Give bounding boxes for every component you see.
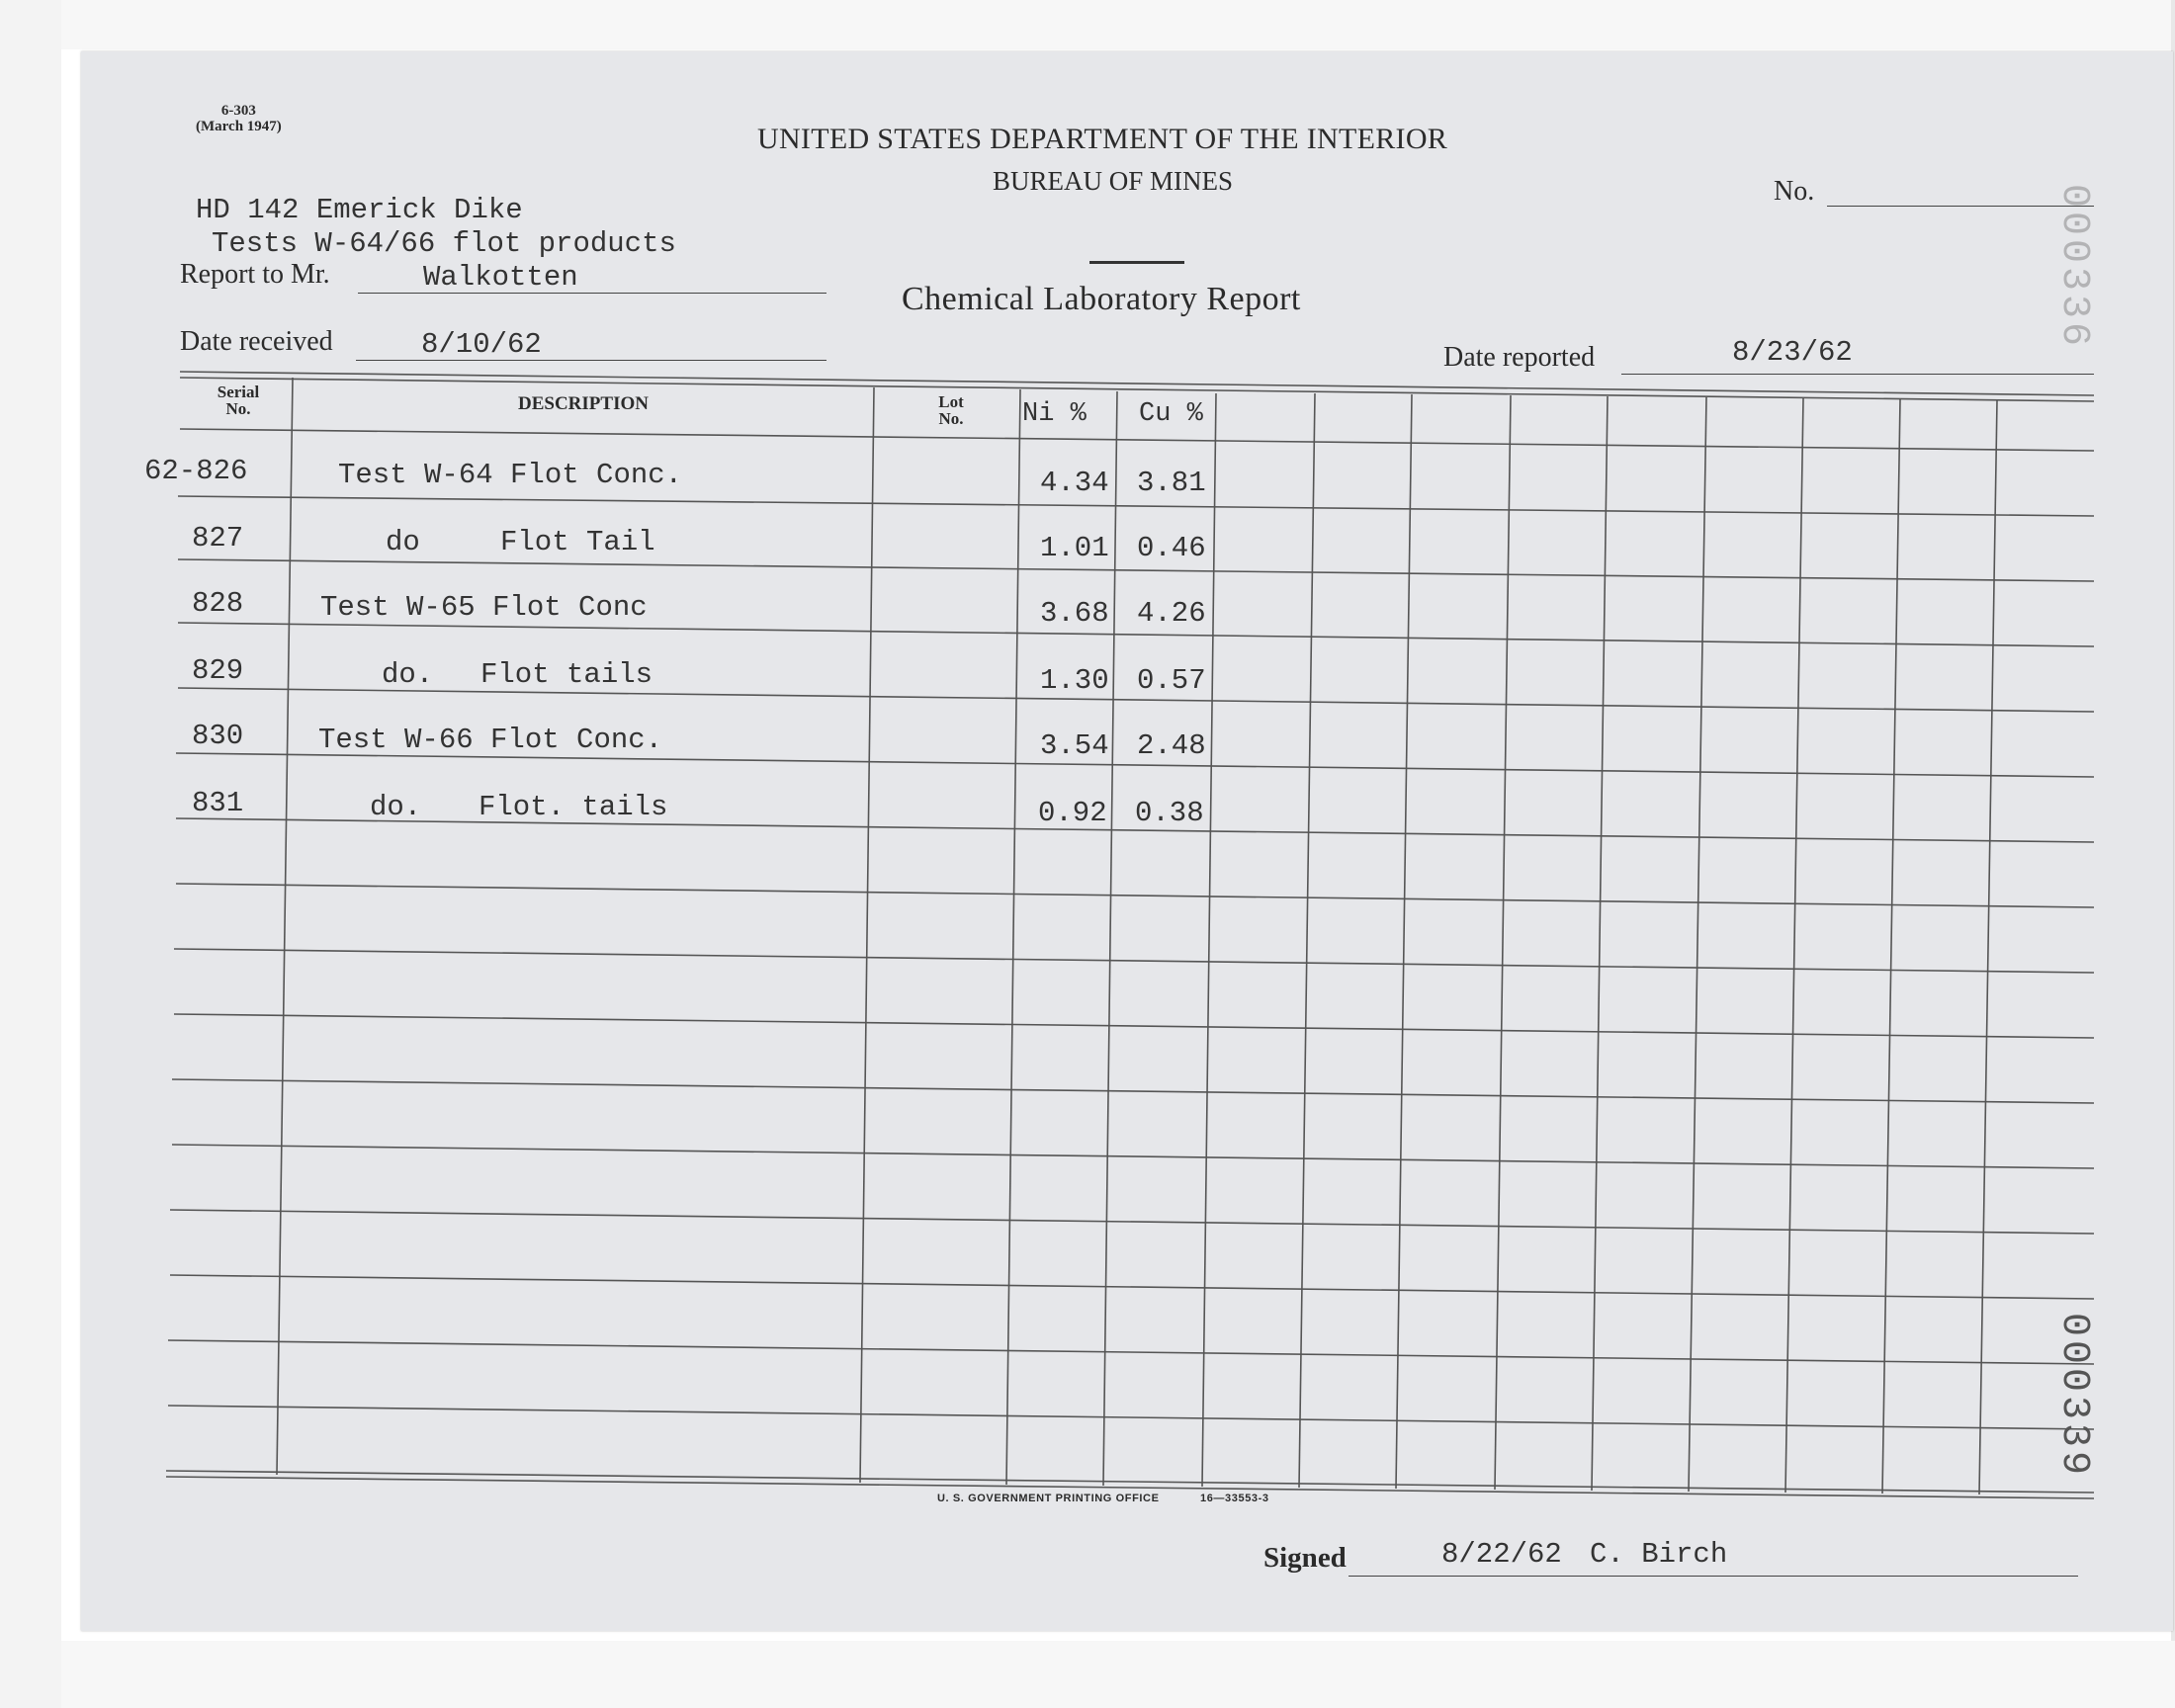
- date-received-label: Date received: [180, 326, 333, 357]
- date-reported-label: Date reported: [1443, 342, 1596, 373]
- row-description: do.: [370, 791, 422, 823]
- lot-header-line-2: No.: [938, 409, 964, 428]
- printer-imprint: U. S. GOVERNMENT PRINTING OFFICE: [937, 1493, 1160, 1504]
- column-header-description: DESCRIPTION: [518, 393, 649, 414]
- stamp-number-faded: 000336: [2051, 184, 2096, 351]
- row-serial: 831: [192, 787, 244, 819]
- project-line-2: Tests W-64/66 flot products: [212, 227, 676, 260]
- form-number: 6-303: [220, 103, 256, 119]
- row-description: Test W-65 Flot Conc: [320, 591, 648, 624]
- row-serial: 827: [192, 522, 244, 555]
- row-cu-value: 0.38: [1135, 797, 1204, 829]
- serial-header-line-1: Serial: [217, 383, 260, 401]
- row-ni-value: 4.34: [1040, 467, 1109, 499]
- row-ni-value: 1.30: [1040, 664, 1109, 697]
- signed-label: Signed: [1263, 1542, 1347, 1574]
- form-print-code: 16—33553-3: [1200, 1493, 1269, 1504]
- row-ni-value: 3.68: [1040, 597, 1109, 630]
- report-to-value: Walkotten: [423, 261, 578, 294]
- row-ni-value: 3.54: [1040, 729, 1109, 762]
- row-description-detail: Flot tails: [480, 658, 653, 691]
- row-serial: 828: [192, 587, 244, 620]
- bureau-heading: BUREAU OF MINES: [993, 166, 1234, 196]
- row-serial: 830: [192, 720, 244, 752]
- date-reported-value: 8/23/62: [1732, 336, 1853, 369]
- report-title: Chemical Laboratory Report: [902, 281, 1301, 317]
- signature-line: [1348, 1576, 2078, 1577]
- signed-date: 8/22/62: [1441, 1538, 1562, 1571]
- row-cu-value: 0.46: [1137, 532, 1206, 564]
- column-header-ni: Ni %: [1022, 399, 1087, 429]
- row-serial: 62-826: [144, 455, 248, 487]
- project-line-1: HD 142 Emerick Dike: [196, 194, 523, 226]
- row-description: do.: [382, 658, 434, 691]
- row-ni-value: 0.92: [1038, 797, 1107, 829]
- signed-name: C. Birch: [1590, 1538, 1728, 1571]
- column-header-lot: [914, 393, 989, 427]
- row-cu-value: 0.57: [1137, 664, 1206, 697]
- row-description-detail: Flot. tails: [478, 791, 668, 823]
- row-ni-value: 1.01: [1040, 532, 1109, 564]
- row-description: do: [386, 526, 420, 558]
- stamp-number: 000339: [2051, 1313, 2096, 1480]
- row-cu-value: 3.81: [1137, 467, 1206, 499]
- column-header-cu: Cu %: [1139, 399, 1203, 429]
- department-heading: UNITED STATES DEPARTMENT OF THE INTERIOR: [757, 123, 1448, 155]
- serial-header-line-2: No.: [225, 399, 251, 418]
- row-description: Test W-66 Flot Conc.: [318, 724, 663, 756]
- row-cu-value: 4.26: [1137, 597, 1206, 630]
- column-header-serial: [204, 384, 273, 417]
- report-to-label: Report to Mr.: [180, 259, 330, 290]
- row-description: Test W-64 Flot Conc.: [338, 459, 683, 491]
- row-serial: 829: [192, 654, 244, 687]
- date-received-value: 8/10/62: [421, 328, 542, 361]
- row-cu-value: 2.48: [1137, 729, 1206, 762]
- form-edition: (March 1947): [196, 119, 282, 134]
- row-description-detail: Flot Tail: [500, 526, 655, 558]
- lot-header-line-1: Lot: [938, 392, 964, 411]
- report-number-label: No.: [1774, 176, 1815, 207]
